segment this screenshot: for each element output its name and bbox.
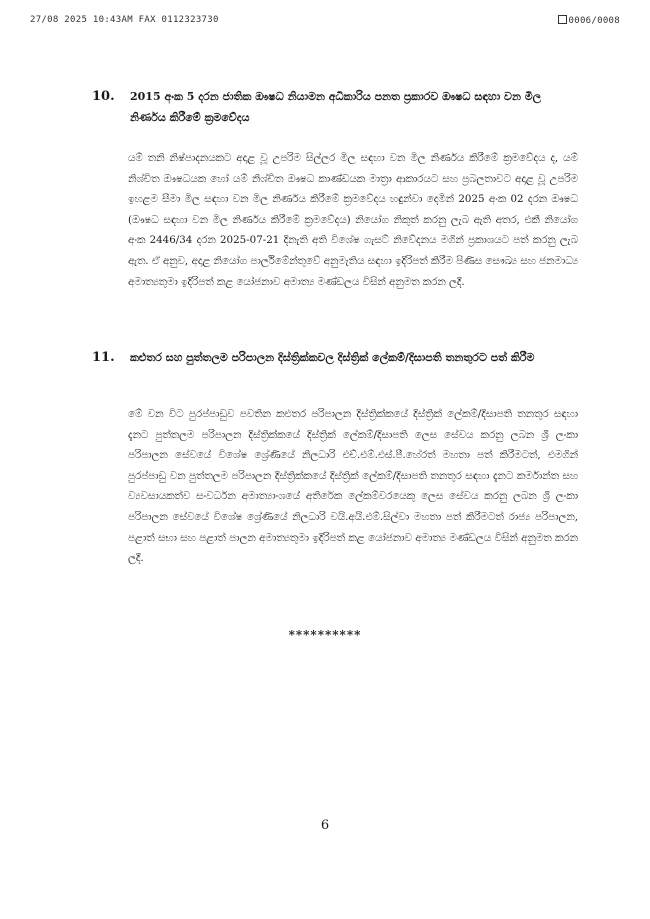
item-10-title: 2015 අංක 5 දරන ජාතික ඖෂධ නියාමන අධිකාරිය පනත ප්‍රකාරව ඖෂධ සඳහා වන මිල නිර්ණය කිරීමේ ක්‍රමවේදය: [130, 90, 542, 124]
checkbox-icon: [558, 15, 567, 24]
fax-header-page-count: [558, 15, 620, 26]
fax-header-date-number: 27/08 2025 10:43AM FAX 0112323730: [30, 15, 219, 25]
item-11-body: [128, 404, 578, 569]
section-separator: **********: [288, 628, 362, 642]
item-10-number: 10.: [92, 89, 115, 104]
fax-page-count-text: 0006/0008: [568, 16, 620, 26]
item-11-title: කළුතර සහ පුත්තලම පරිපාලන දිස්ත්‍රික්කවල දිස්ත්‍රික් ලේකම්/දිසාපති තනතුරට පත් කිරීම: [130, 351, 535, 364]
page-number: 6: [320, 818, 330, 833]
item-10-body: [128, 148, 578, 292]
fax-header: [30, 15, 620, 29]
item-11-paragraph: මේ වන විට පුරප්පාඩුව පවතින කළුතර පරිපාලන දිස්ත්‍රික්කයේ දිස්ත්‍රික් ලේකම්/දිසාපති තනතුර සඳහා දැනට පුත්තලම පරිපාලන දිස්ත්‍රික්කයේ දිස්ත්‍රික් ලේකම්/දිසාපති ලෙස සේවය කරනු ලබන ශ්‍රී ලංකා පරිපාලන සේවයේ විශේෂ ශ්‍රේණියේ නිලධාරි එච්.එම්.එස්.පී.හේරත් මහතා පත් කිරීමටත්, එමගින් පුරප්පාඩු වන පුත්තලම පරිපාලන දිස්ත්‍රික්කයේ දිස්ත්‍රික් ලේකම්/දිසාපති තනතුර සඳහා දැනට කර්මාන්ත සහ ව්‍යවසායකත්ව සංවර්ධන අමාත්‍යාංශයේ අතිරේක ලේකම්වරයෙකු ලෙස සේවය කරනු ලබන ශ්‍රී ලංකා පරිපාලන සේවයේ විශේෂ ශ්‍රේණියේ නිලධාරි වයි.අයි.එම්.සිල්වා මහතා පත් කිරීමටත් රාජ්‍ය පරිපාලන, පළාත් සභා සහ පළාත් පාලන අමාත්‍යතුමා ඉදිරිපත් කළ යෝජනාව අමාත්‍ය මණ්ඩලය විසින් අනුමත කරන ලදී.: [128, 408, 578, 565]
item-11-number: 11.: [92, 350, 115, 365]
item-10-paragraph: යම් තනි නිෂ්පාදනයකට අදාළ වූ උපරිම සිල්ලර මිල සඳහා වන මිල නිර්ණය කිරීමේ ක්‍රමවේදය ද, යම් නිශ්චිත ඖෂධයක හෝ යම් නිශ්චිත ඖෂධ කාණ්ඩයක මාත්‍රා ආකාරයට සහ ප්‍රබලතාවට අදාළ වූ උපරිම ඉහළම සීමා මිල සඳහා වන මිල නිර්ණය කිරීමේ ක්‍රමවේදය හඳුන්වා දෙමින් 2025 අංක 02 දරන ඖෂධ (ඖෂධ සඳහා වන මිල නිර්ණය කිරීමේ ක්‍රමවේදය) නියෝග නිකුත් කරනු ලැබ ඇති අතර, එකී නියෝග අංක 2446/34 දරන 2025-07-21 දිනැති අති විශේෂ ගැසට් නිවේදනය මගින් ප්‍රකාශයට පත් කරනු ලැබ ඇත. ඒ අනුව, අදාළ නියෝග පාර්ලිමේන්තුවේ අනුමැතිය සඳහා ඉදිරිපත් කිරීම පිණිස සෞඛ්‍ය සහ ජනමාධ්‍ය අමාත්‍යතුමා ඉදිරිපත් කළ යෝජනාව අමාත්‍ය මණ්ඩලය විසින් අනුමත කරන ලදී.: [128, 152, 578, 288]
